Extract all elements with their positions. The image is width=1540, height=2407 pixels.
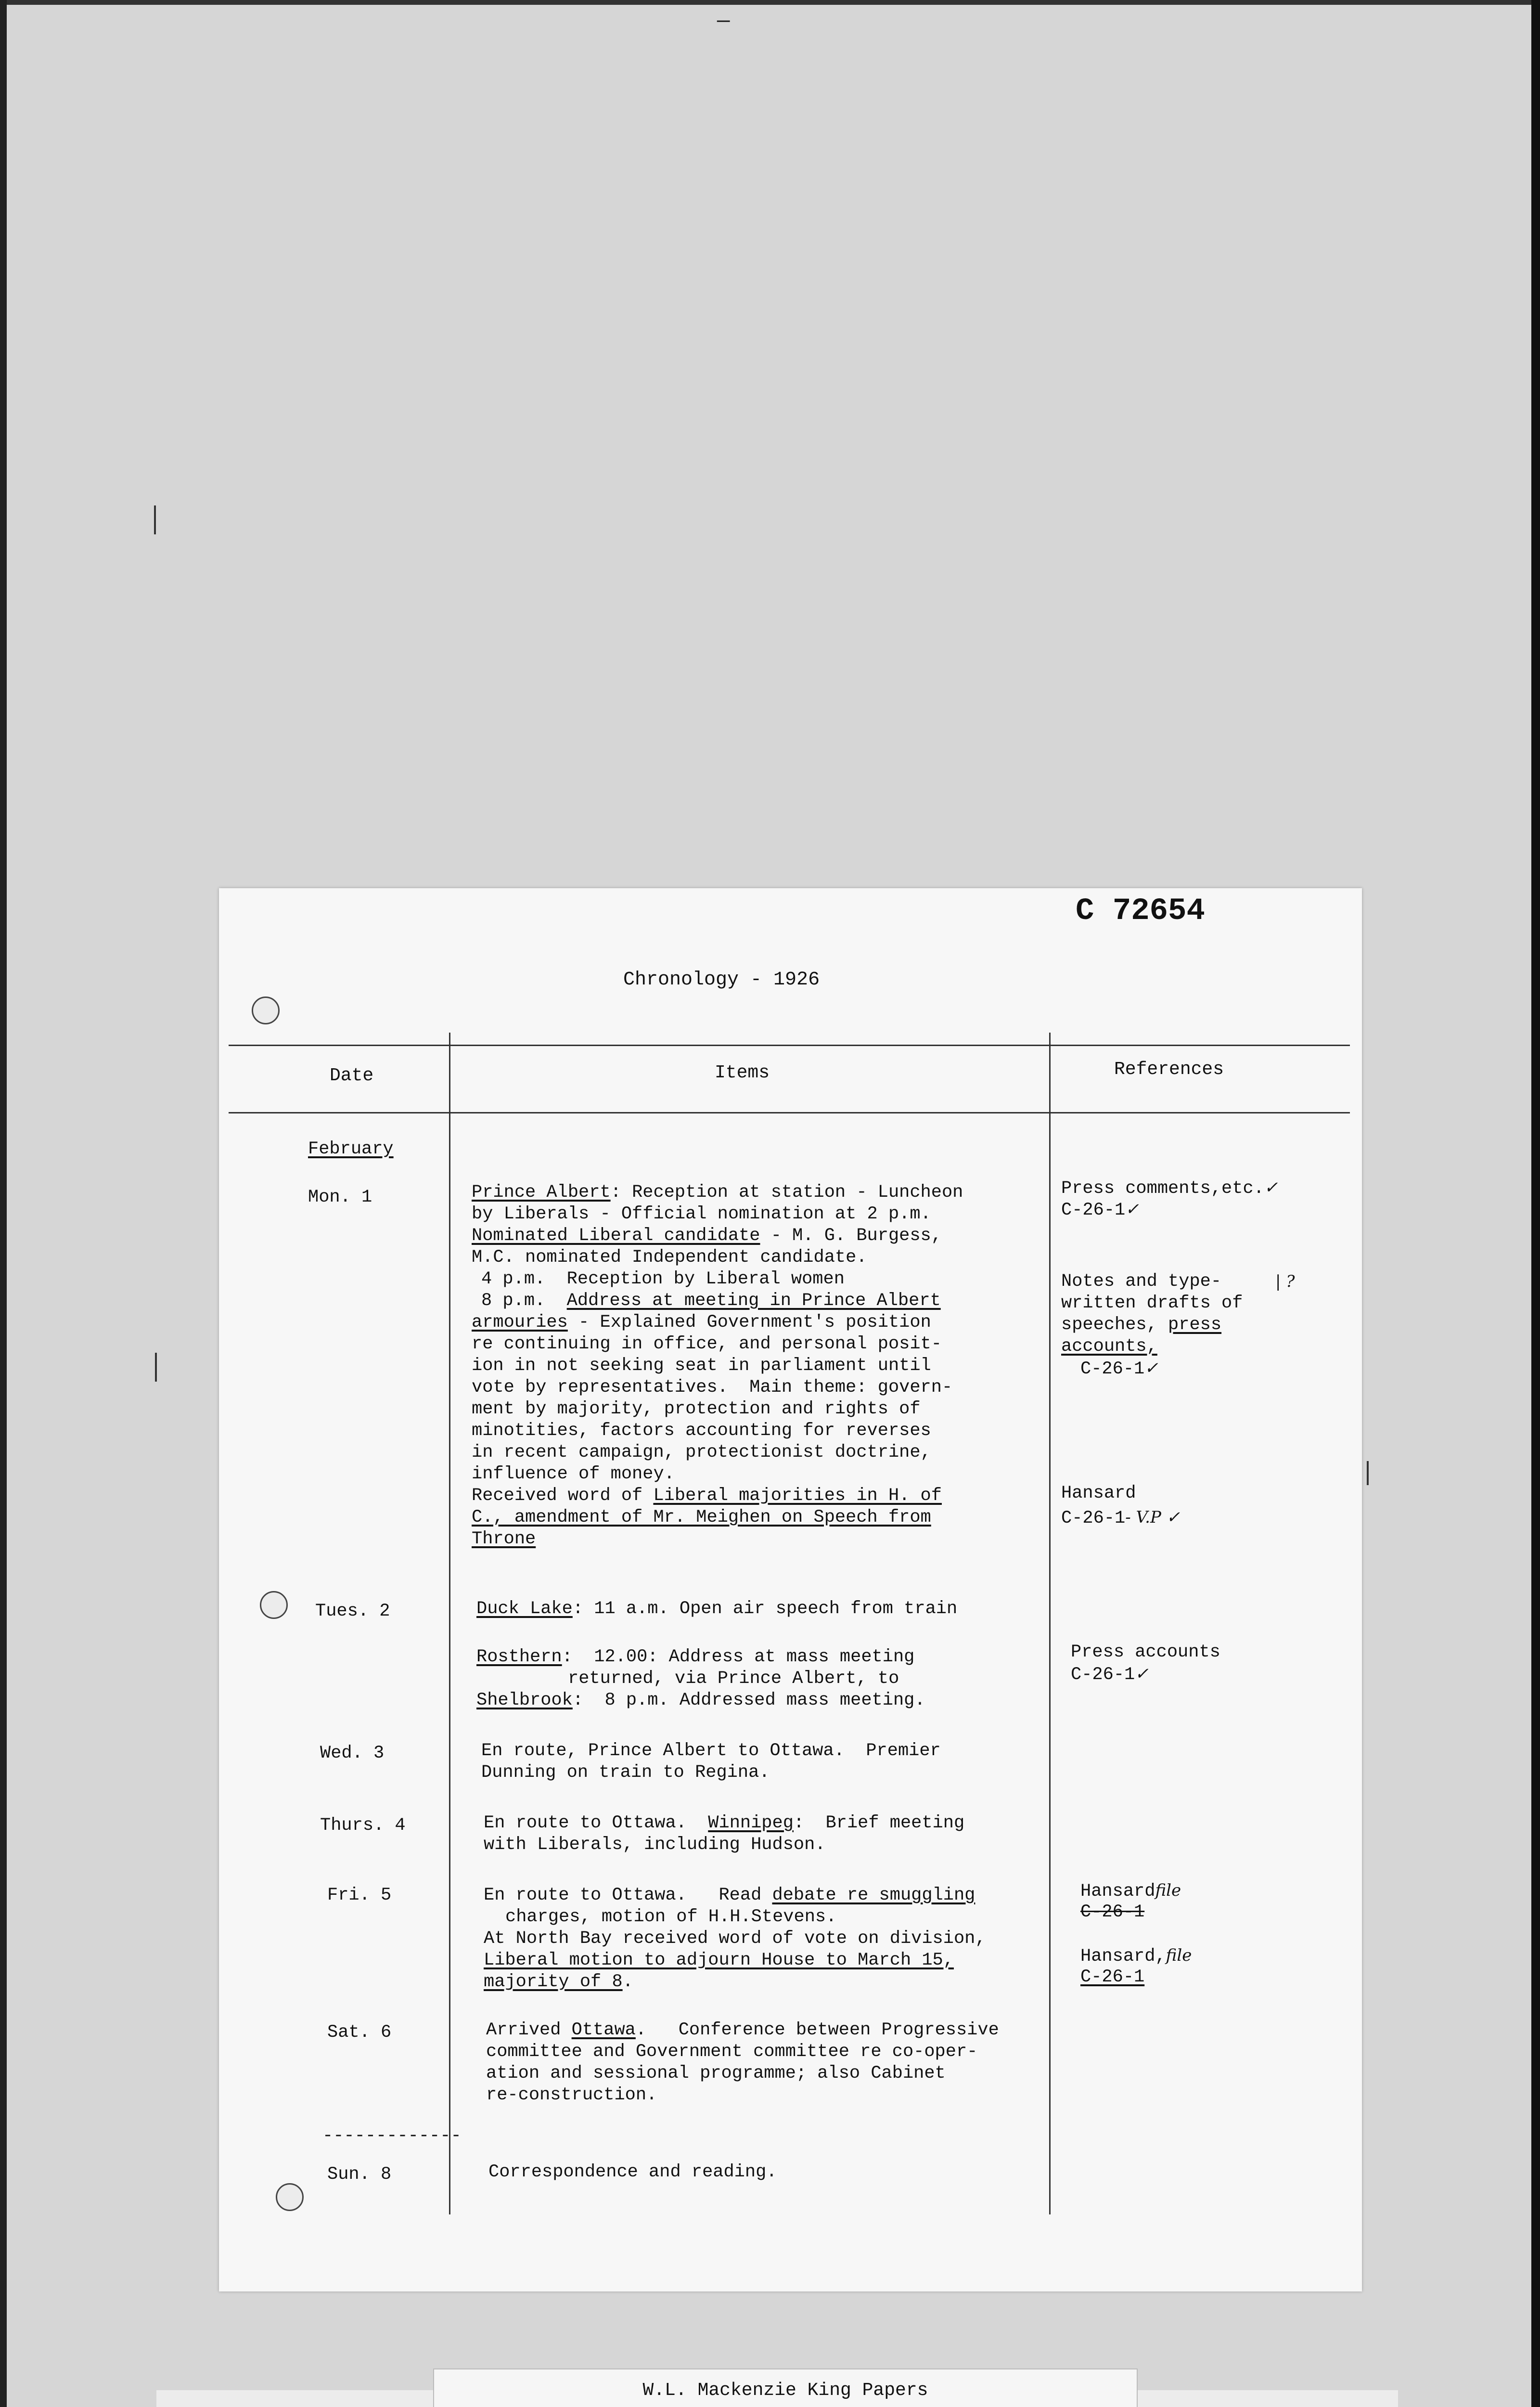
frame-left-edge bbox=[0, 0, 7, 2407]
item-line: by Liberals - Official nomination at 2 p.m. bbox=[472, 1204, 931, 1224]
date-separator: ------------- bbox=[322, 2126, 462, 2146]
item-line: Prince Albert: Reception at station - Luncheon bbox=[472, 1182, 963, 1203]
item-line: Liberal motion to adjourn House to March 15, bbox=[484, 1950, 954, 1970]
table-rule-top bbox=[229, 1045, 1350, 1046]
item-line: Shelbrook: 8 p.m. Addressed mass meeting. bbox=[476, 1690, 925, 1710]
item-line: charges, motion of H.H.Stevens. bbox=[505, 1907, 837, 1927]
reference-line: Press accounts bbox=[1071, 1642, 1220, 1662]
punch-hole bbox=[260, 1591, 288, 1619]
item-line: ion in not seeking seat in parliament until bbox=[472, 1356, 931, 1376]
reference-line: C-26-1 bbox=[1080, 1967, 1145, 1987]
item-line: En route to Ottawa. Read debate re smuggling bbox=[484, 1885, 975, 1905]
handwritten-note: | ? bbox=[1275, 1272, 1295, 1291]
item-line: 8 p.m. Address at meeting in Prince Albert bbox=[481, 1291, 941, 1311]
item-line: Nominated Liberal candidate - M. G. Burgess, bbox=[472, 1226, 942, 1246]
reference-line: speeches, press bbox=[1061, 1315, 1222, 1335]
page-title: Chronology - 1926 bbox=[623, 969, 820, 991]
column-divider-date bbox=[449, 1033, 450, 2214]
item-line: vote by representatives. Main theme: govern- bbox=[472, 1377, 953, 1398]
item-line: Rosthern: 12.00: Address at mass meeting bbox=[476, 1647, 915, 1667]
punch-hole bbox=[252, 996, 280, 1024]
frame-top-edge bbox=[0, 0, 1540, 5]
scan-mark bbox=[154, 505, 156, 534]
date-month: February bbox=[308, 1139, 394, 1159]
reference-line: C-26-1✓ bbox=[1061, 1200, 1139, 1220]
item-line: Duck Lake: 11 a.m. Open air speech from train bbox=[476, 1599, 958, 1619]
item-line: En route to Ottawa. Winnipeg: Brief meeting bbox=[484, 1813, 965, 1833]
date-tue: Tues. 2 bbox=[315, 1601, 390, 1621]
item-line: ment by majority, protection and rights of bbox=[472, 1399, 921, 1419]
item-line: returned, via Prince Albert, to bbox=[568, 1669, 899, 1689]
item-line: with Liberals, including Hudson. bbox=[484, 1835, 826, 1855]
item-line: Correspondence and reading. bbox=[488, 2162, 777, 2182]
table-rule-header bbox=[229, 1112, 1350, 1113]
frame-right-edge bbox=[1531, 0, 1540, 2407]
item-line: C., amendment of Mr. Meighen on Speech from bbox=[472, 1507, 931, 1527]
item-line: re continuing in office, and personal posit- bbox=[472, 1334, 942, 1354]
reference-line: written drafts of bbox=[1061, 1293, 1243, 1313]
column-header-date: Date bbox=[330, 1065, 374, 1086]
item-line: armouries - Explained Government's position bbox=[472, 1312, 931, 1333]
date-mon: Mon. 1 bbox=[308, 1187, 372, 1207]
item-line: committee and Government committee re co-oper- bbox=[486, 2042, 978, 2062]
column-header-references: References bbox=[1114, 1059, 1224, 1080]
item-line: influence of money. bbox=[472, 1464, 675, 1484]
reference-line: C-26-1✓ bbox=[1080, 1359, 1158, 1379]
date-sat: Sat. 6 bbox=[327, 2022, 392, 2043]
document-number: C 72654 bbox=[1076, 894, 1205, 929]
chronology-sheet bbox=[219, 888, 1362, 2291]
column-divider-items bbox=[1049, 1033, 1051, 2214]
reference-line: Notes and type- bbox=[1061, 1271, 1222, 1292]
item-line: En route, Prince Albert to Ottawa. Premier bbox=[481, 1741, 941, 1761]
collection-slip bbox=[433, 2368, 1138, 2407]
item-line: Dunning on train to Regina. bbox=[481, 1762, 770, 1783]
item-line: Received word of Liberal majorities in H. of bbox=[472, 1486, 942, 1506]
item-line: 4 p.m. Reception by Liberal women bbox=[481, 1269, 845, 1289]
item-line: ation and sessional programme; also Cabinet bbox=[486, 2063, 946, 2083]
item-line: in recent campaign, protectionist doctrine, bbox=[472, 1442, 931, 1462]
date-thu: Thurs. 4 bbox=[320, 1815, 406, 1836]
item-line: minotities, factors accounting for reverses bbox=[472, 1421, 931, 1441]
scan-mark bbox=[1367, 1461, 1369, 1485]
collection-name: W.L. Mackenzie King Papers bbox=[642, 2380, 928, 2401]
scan-mark bbox=[155, 1353, 157, 1382]
reference-line: C-26-1✓ bbox=[1071, 1664, 1149, 1685]
item-line: majority of 8. bbox=[484, 1972, 633, 1992]
reference-line: Hansard bbox=[1061, 1483, 1136, 1503]
column-header-items: Items bbox=[715, 1062, 770, 1083]
item-line: M.C. nominated Independent candidate. bbox=[472, 1247, 867, 1268]
date-wed: Wed. 3 bbox=[320, 1743, 385, 1763]
reference-line: Hansard,file bbox=[1080, 1946, 1192, 1967]
reference-line: Hansardfile bbox=[1080, 1881, 1181, 1902]
date-sun: Sun. 8 bbox=[327, 2164, 392, 2185]
reference-line: Press comments,etc.✓ bbox=[1061, 1178, 1278, 1199]
date-fri: Fri. 5 bbox=[327, 1885, 392, 1905]
punch-hole bbox=[276, 2183, 304, 2211]
reference-line: C-26-1 bbox=[1080, 1902, 1145, 1922]
reference-line: accounts, bbox=[1061, 1336, 1157, 1357]
reference-line: C-26-1- V.P ✓ bbox=[1061, 1508, 1181, 1528]
item-line: At North Bay received word of vote on division, bbox=[484, 1928, 986, 1949]
top-mark: — bbox=[717, 9, 730, 33]
item-line: Arrived Ottawa. Conference between Progressive bbox=[486, 2020, 999, 2040]
item-line: re-construction. bbox=[486, 2085, 657, 2105]
item-line: Throne bbox=[472, 1529, 536, 1549]
